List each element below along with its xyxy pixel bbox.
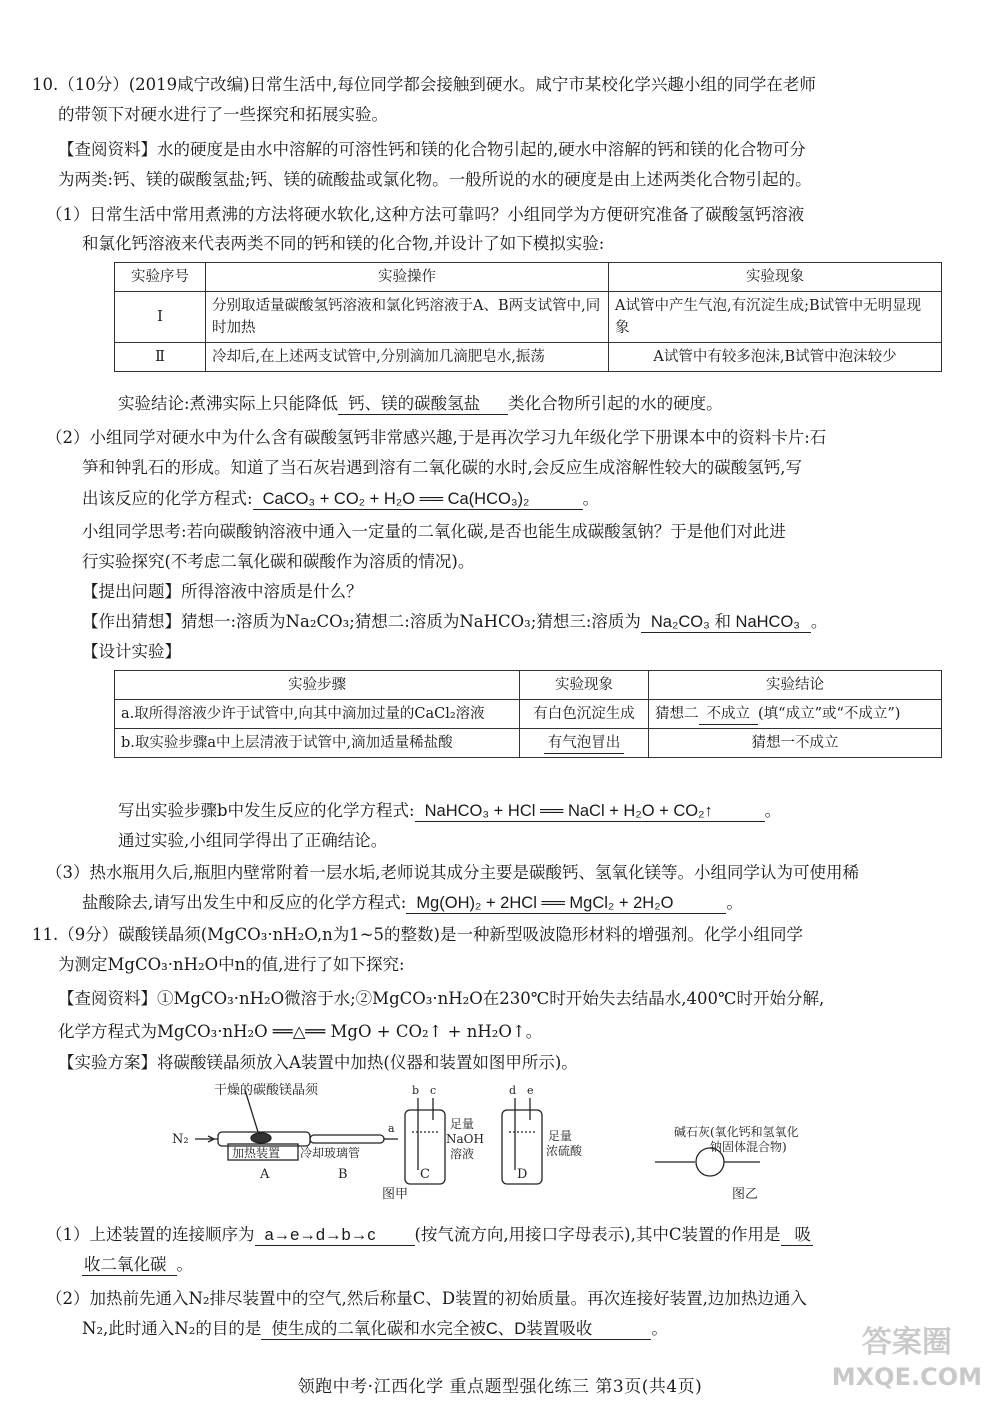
t2-row-a-phen: 有白色沉淀生成 bbox=[520, 700, 649, 729]
a-concl-hint: (填“成立”或“不成立”) bbox=[758, 706, 901, 722]
experiment-table-2 bbox=[114, 670, 942, 758]
part1-prefix: （1）上述装置的连接顺序为 bbox=[46, 1225, 255, 1244]
q10-guess: 【作出猜想】猜想一:溶质为Na₂CO₃;猜想二:溶质为NaHCO₃;猜想三:溶质为 Na₂CO₃ 和 NaHCO₃ 。 bbox=[82, 612, 828, 631]
conclusion-prefix: 实验结论:煮沸实际上只能降低 bbox=[118, 394, 339, 413]
answer-blank-2: CaCO₃ + CO₂ + H₂O ══ Ca(HCO₃)₂ bbox=[253, 489, 583, 510]
label-naoh-3: 溶液 bbox=[450, 1147, 475, 1161]
apparatus-figure bbox=[150, 1080, 870, 1205]
answer-blank-3: Na₂CO₃ 和 NaHCO₃ bbox=[641, 612, 811, 633]
t2-header-concl: 实验结论 bbox=[649, 671, 942, 700]
table-row bbox=[115, 729, 942, 758]
caption-jia: 图甲 bbox=[382, 1187, 409, 1202]
label-cool: 冷却玻璃管 bbox=[300, 1146, 361, 1160]
t1-row2-op: 冷却后,在上述两支试管中,分别滴加几滴肥皂水,振荡 bbox=[206, 343, 609, 372]
cooling-tube bbox=[310, 1135, 384, 1143]
port-c: c bbox=[430, 1084, 437, 1097]
caption-yi: 图乙 bbox=[732, 1187, 759, 1202]
q11-line1: 11.（9分）碳酸镁晶须(MgCO₃·nH₂O,n为1~5的整数)是一种新型吸波隐形材料的增强剂。化学小组同学 bbox=[32, 925, 803, 944]
label-C: C bbox=[420, 1167, 430, 1182]
t2-row-b-concl: 猜想一不成立 bbox=[649, 729, 942, 758]
q10-part1-b: 和氯化钙溶液来代表两类不同的钙和镁的化合物,并设计了如下模拟实验: bbox=[82, 234, 605, 253]
port-d: d bbox=[509, 1084, 517, 1097]
q11-ref1: 【查阅资料】①MgCO₃·nH₂O微溶于水;②MgCO₃·nH₂O在230℃时开始失去结晶水,400℃时开始分解, bbox=[58, 989, 825, 1008]
table-row bbox=[115, 343, 942, 372]
label-crystal: 干燥的碳酸镁晶须 bbox=[214, 1083, 319, 1098]
q11-ref2: 化学方程式为MgCO₃·nH₂O ══△══ MgO + CO₂↑ + nH₂O↑。 bbox=[58, 1022, 543, 1041]
t2-row-b-phen bbox=[520, 729, 649, 758]
q10-part2-c: 出该反应的化学方程式: CaCO₃ + CO₂ + H₂O ══ Ca(HCO₃)₂ 。 bbox=[82, 489, 600, 508]
answer-blank-6: NaHCO₃ + HCl ══ NaCl + H₂O + CO₂↑ bbox=[415, 801, 765, 822]
q10-part2-b: 笋和钟乳石的形成。知道了当石灰岩遇到溶有二氧化碳的水时,会反应生成溶解性较大的碳酸氢钙,写 bbox=[82, 458, 802, 477]
t2-header-phen: 实验现象 bbox=[520, 671, 649, 700]
q11-part2-a: （2）加热前先通入N₂排尽装置中的空气,然后称量C、D装置的初始质量。再次连接好装置,边加热边通入 bbox=[46, 1289, 807, 1308]
label-naoh-2: NaOH bbox=[446, 1132, 484, 1146]
part2-prefix: N₂,此时通入N₂的目的是 bbox=[82, 1319, 262, 1338]
t1-header-op: 实验操作 bbox=[206, 263, 609, 292]
answer-blank-1: 钙、镁的碳酸氢盐 bbox=[338, 394, 508, 415]
q10-line1: 10.（10分）(2019咸宁改编)日常生活中,每位同学都会接触到硬水。咸宁市某校化学兴趣小组的同学在老师 bbox=[32, 75, 816, 94]
conclusion-suffix: 类化合物所引起的水的硬度。 bbox=[508, 394, 723, 413]
q10-eq-b: 写出实验步骤b中发生反应的化学方程式: NaHCO₃ + HCl ══ NaCl + H₂O + CO₂↑ 。 bbox=[118, 801, 782, 820]
label-h2so4-2: 浓硫酸 bbox=[546, 1144, 583, 1158]
label-B: B bbox=[338, 1167, 348, 1182]
crystal-sample bbox=[251, 1133, 271, 1143]
t2-row-a-step: a.取所得溶液少许于试管中,向其中滴加过量的CaCl₂溶液 bbox=[115, 700, 520, 729]
q10-ask: 【提出问题】所得溶液中溶质是什么？ bbox=[82, 582, 363, 601]
answer-blank-8: a→e→d→b→c bbox=[255, 1225, 415, 1246]
q11-part1-cont: 收二氧化碳 。 bbox=[84, 1255, 193, 1274]
q11-part1 bbox=[46, 1224, 813, 1246]
q10-part3-b: 盐酸除去,请写出发生中和反应的化学方程式: Mg(OH)₂ + 2HCl ══ MgCl₂ + 2H₂O 。 bbox=[82, 893, 743, 912]
t1-row2-phen: A试管中有较多泡沫,B试管中泡沫较少 bbox=[609, 343, 942, 372]
experiment-table-1 bbox=[114, 262, 942, 372]
q10-through: 通过实验,小组同学得出了正确结论。 bbox=[118, 831, 388, 850]
answer-blank-4: 不成立 bbox=[699, 704, 759, 725]
port-a: a bbox=[388, 1122, 395, 1135]
t2-header-step: 实验步骤 bbox=[115, 671, 520, 700]
t1-row2-no: Ⅱ bbox=[115, 343, 206, 372]
table-row bbox=[115, 700, 942, 729]
q10-part3-a: （3）热水瓶用久后,瓶胆内壁常附着一层水垢,老师说其成分主要是碳酸钙、氢氧化镁等。小组同学认为可使用稀 bbox=[46, 863, 859, 882]
label-soda-1: 碱石灰(氧化钙和氢氧化 bbox=[674, 1125, 799, 1139]
q10-design: 【设计实验】 bbox=[82, 642, 181, 661]
q11-line2: 为测定MgCO₃·nH₂O中n的值,进行了如下探究: bbox=[58, 955, 405, 974]
q10-conclusion bbox=[118, 393, 723, 415]
q10-part1-a: （1）日常生活中常用煮沸的方法将硬水软化,这种方法可靠吗？小组同学为方便研究准备了碳酸氢钙溶液 bbox=[46, 205, 805, 224]
label-naoh-1: 足量 bbox=[450, 1117, 475, 1131]
part1-middle: (按气流方向,用接口字母表示),其中C装置的作用是 bbox=[414, 1225, 781, 1244]
t1-row1-no: Ⅰ bbox=[115, 292, 206, 343]
port-b: b bbox=[412, 1084, 420, 1097]
answer-blank-10: 使生成的二氧化碳和水完全被C、D装置吸收 bbox=[261, 1319, 651, 1340]
t2-row-b-step: b.取实验步骤a中上层清液于试管中,滴加适量稀盐酸 bbox=[115, 729, 520, 758]
q10-ref2: 为两类:钙、镁的碳酸氢盐;钙、镁的硫酸盐或氯化物。一般所说的水的硬度是由上述两类化合物引起的。 bbox=[58, 170, 812, 189]
q11-plan: 【实验方案】将碳酸镁晶须放入A装置中加热(仪器和装置如图甲所示)。 bbox=[58, 1053, 578, 1072]
answer-blank-9b: 收二氧化碳 bbox=[82, 1255, 177, 1276]
table-row bbox=[115, 292, 942, 343]
label-A: A bbox=[260, 1167, 270, 1182]
eq-b-prefix: 写出实验步骤b中发生反应的化学方程式: bbox=[118, 801, 415, 820]
port-e: e bbox=[527, 1084, 534, 1097]
part3-prefix: 盐酸除去,请写出发生中和反应的化学方程式: bbox=[82, 893, 407, 912]
answer-blank-9a: 吸 bbox=[781, 1225, 814, 1246]
label-soda-2: 钠固体混合物) bbox=[710, 1140, 787, 1154]
guess-prefix: 【作出猜想】猜想一:溶质为Na₂CO₃;猜想二:溶质为NaHCO₃;猜想三:溶质为 bbox=[82, 612, 641, 631]
watermark-logo: 答案圈 MXQE.COM bbox=[831, 1325, 982, 1391]
page-footer: 领跑中考·江西化学 重点题型强化练三 第3页(共4页) bbox=[297, 1377, 703, 1397]
label-heat: 加热装置 bbox=[232, 1146, 281, 1160]
label-h2so4-1: 足量 bbox=[548, 1129, 573, 1143]
equation-prefix: 出该反应的化学方程式: bbox=[82, 489, 253, 508]
apparatus-diagram bbox=[150, 1080, 870, 1205]
answer-blank-7: Mg(OH)₂ + 2HCl ══ MgCl₂ + 2H₂O bbox=[406, 893, 726, 914]
t1-header-phen: 实验现象 bbox=[609, 263, 942, 292]
q11-part2-b: N₂,此时通入N₂的目的是 使生成的二氧化碳和水完全被C、D装置吸收 。 bbox=[82, 1319, 668, 1338]
t1-row1-op: 分别取适量碳酸氢钙溶液和氯化钙溶液于A、B两支试管中,同时加热 bbox=[206, 292, 609, 343]
q10-line2: 的带领下对硬水进行了一些探究和拓展实验。 bbox=[58, 105, 388, 124]
q10-think-2: 行实验探究(不考虑二氧化碳和碳酸作为溶质的情况)。 bbox=[82, 552, 475, 571]
q10-think-1: 小组同学思考:若向碳酸钠溶液中通入一定量的二氧化碳,是否也能生成碳酸氢钠？于是他们对此进 bbox=[82, 522, 786, 541]
label-n2: N₂ bbox=[172, 1132, 189, 1147]
a-concl-prefix: 猜想二 bbox=[655, 706, 699, 722]
t1-header-no: 实验序号 bbox=[115, 263, 206, 292]
label-D: D bbox=[517, 1167, 528, 1182]
t2-row-a-concl bbox=[649, 700, 942, 729]
q10-part2-a: （2）小组同学对硬水中为什么含有碳酸氢钙非常感兴趣,于是再次学习九年级化学下册课本中的资料卡片:石 bbox=[46, 428, 827, 447]
answer-blank-5: 有气泡冒出 bbox=[544, 733, 625, 754]
q10-ref1: 【查阅资料】水的硬度是由水中溶解的可溶性钙和镁的化合物引起的,硬水中溶解的钙和镁的化合物可分 bbox=[58, 140, 806, 159]
t1-row1-phen: A试管中产生气泡,有沉淀生成;B试管中无明显现象 bbox=[609, 292, 942, 343]
